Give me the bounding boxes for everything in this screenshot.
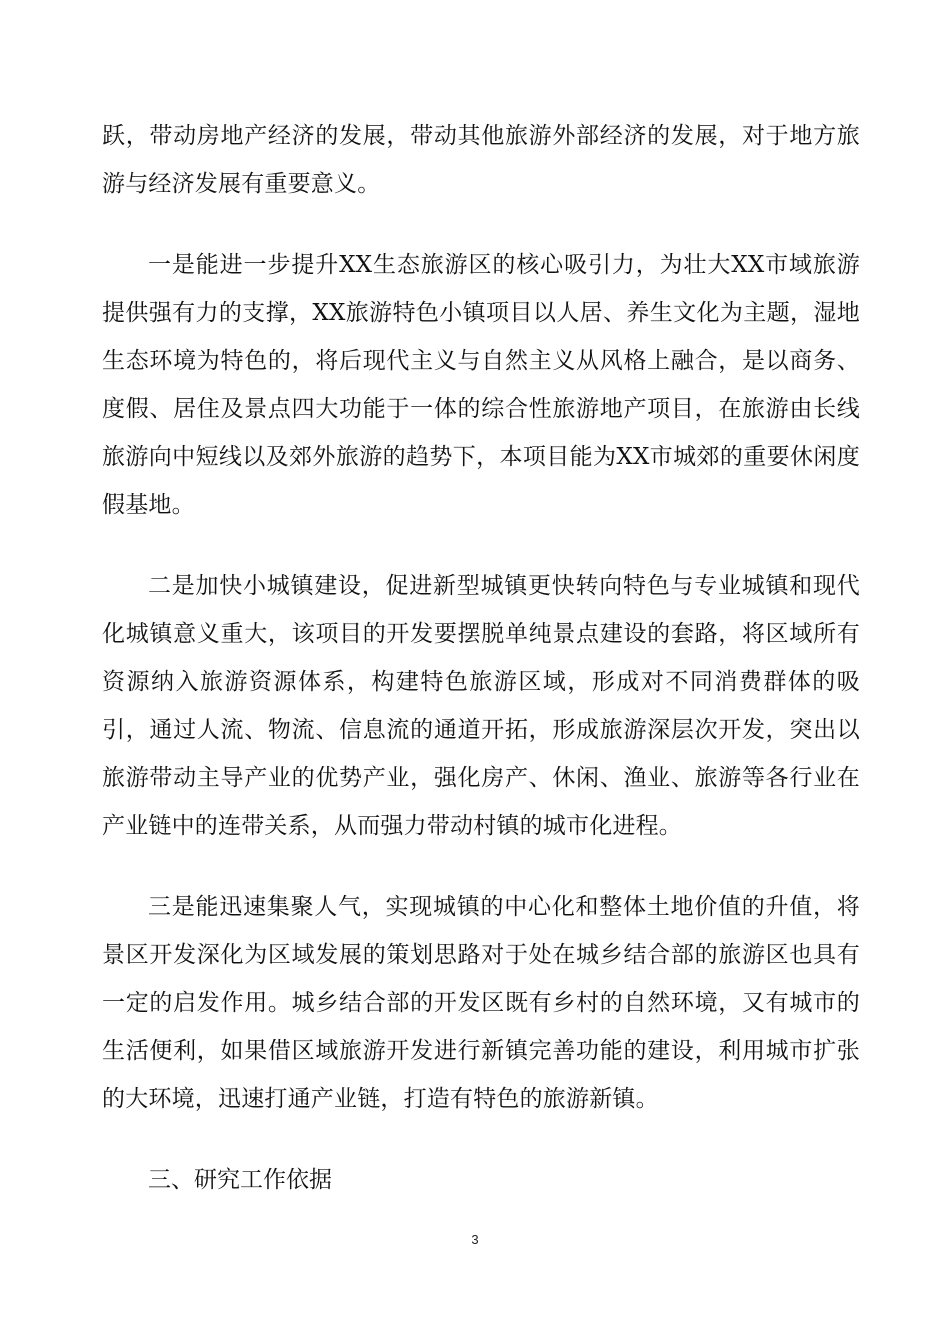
paragraph-point-one: 一是能进一步提升XX生态旅游区的核心吸引力，为壮大XX市域旅游提供强有力的支撑，XX旅游特色小镇项目以人居、养生文化为主题，湿地生态环境为特色的，将后现代主义与自然主义从风格上融合，是以商务、度假、居住及景点四大功能于一体的综合性旅游地产项目，在旅游由长线旅游向中短线以及郊外旅游的趋势下，本项目能为XX市城郊的重要休闲度假基地。: [102, 252, 860, 518]
section-heading: 三、研究工作依据: [148, 1167, 332, 1193]
document-body: [102, 112, 860, 1204]
paragraph-point-three: 三是能迅速集聚人气，实现城镇的中心化和整体土地价值的升值，将景区开发深化为区域发展的策划思路对于处在城乡结合部的旅游区也具有一定的启发作用。城乡结合部的开发区既有乡村的自然环境，又有城市的生活便利，如果借区域旅游开发进行新镇完善功能的建设，利用城市扩张的大环境，迅速打通产业链，打造有特色的旅游新镇。: [102, 894, 860, 1112]
page-number: 3: [471, 1232, 479, 1247]
paragraph-point-two: 二是加快小城镇建设，促进新型城镇更快转向特色与专业城镇和现代化城镇意义重大，该项目的开发要摆脱单纯景点建设的套路，将区域所有资源纳入旅游资源体系，构建特色旅游区域，形成对不同消费群体的吸引，通过人流、物流、信息流的通道开拓，形成旅游深层次开发，突出以旅游带动主导产业的优势产业，强化房产、休闲、渔业、旅游等各行业在产业链中的连带关系，从而强力带动村镇的城市化进程。: [102, 573, 860, 839]
paragraph-continuation: 跃，带动房地产经济的发展，带动其他旅游外部经济的发展，对于地方旅游与经济发展有重要意义。: [102, 123, 860, 197]
